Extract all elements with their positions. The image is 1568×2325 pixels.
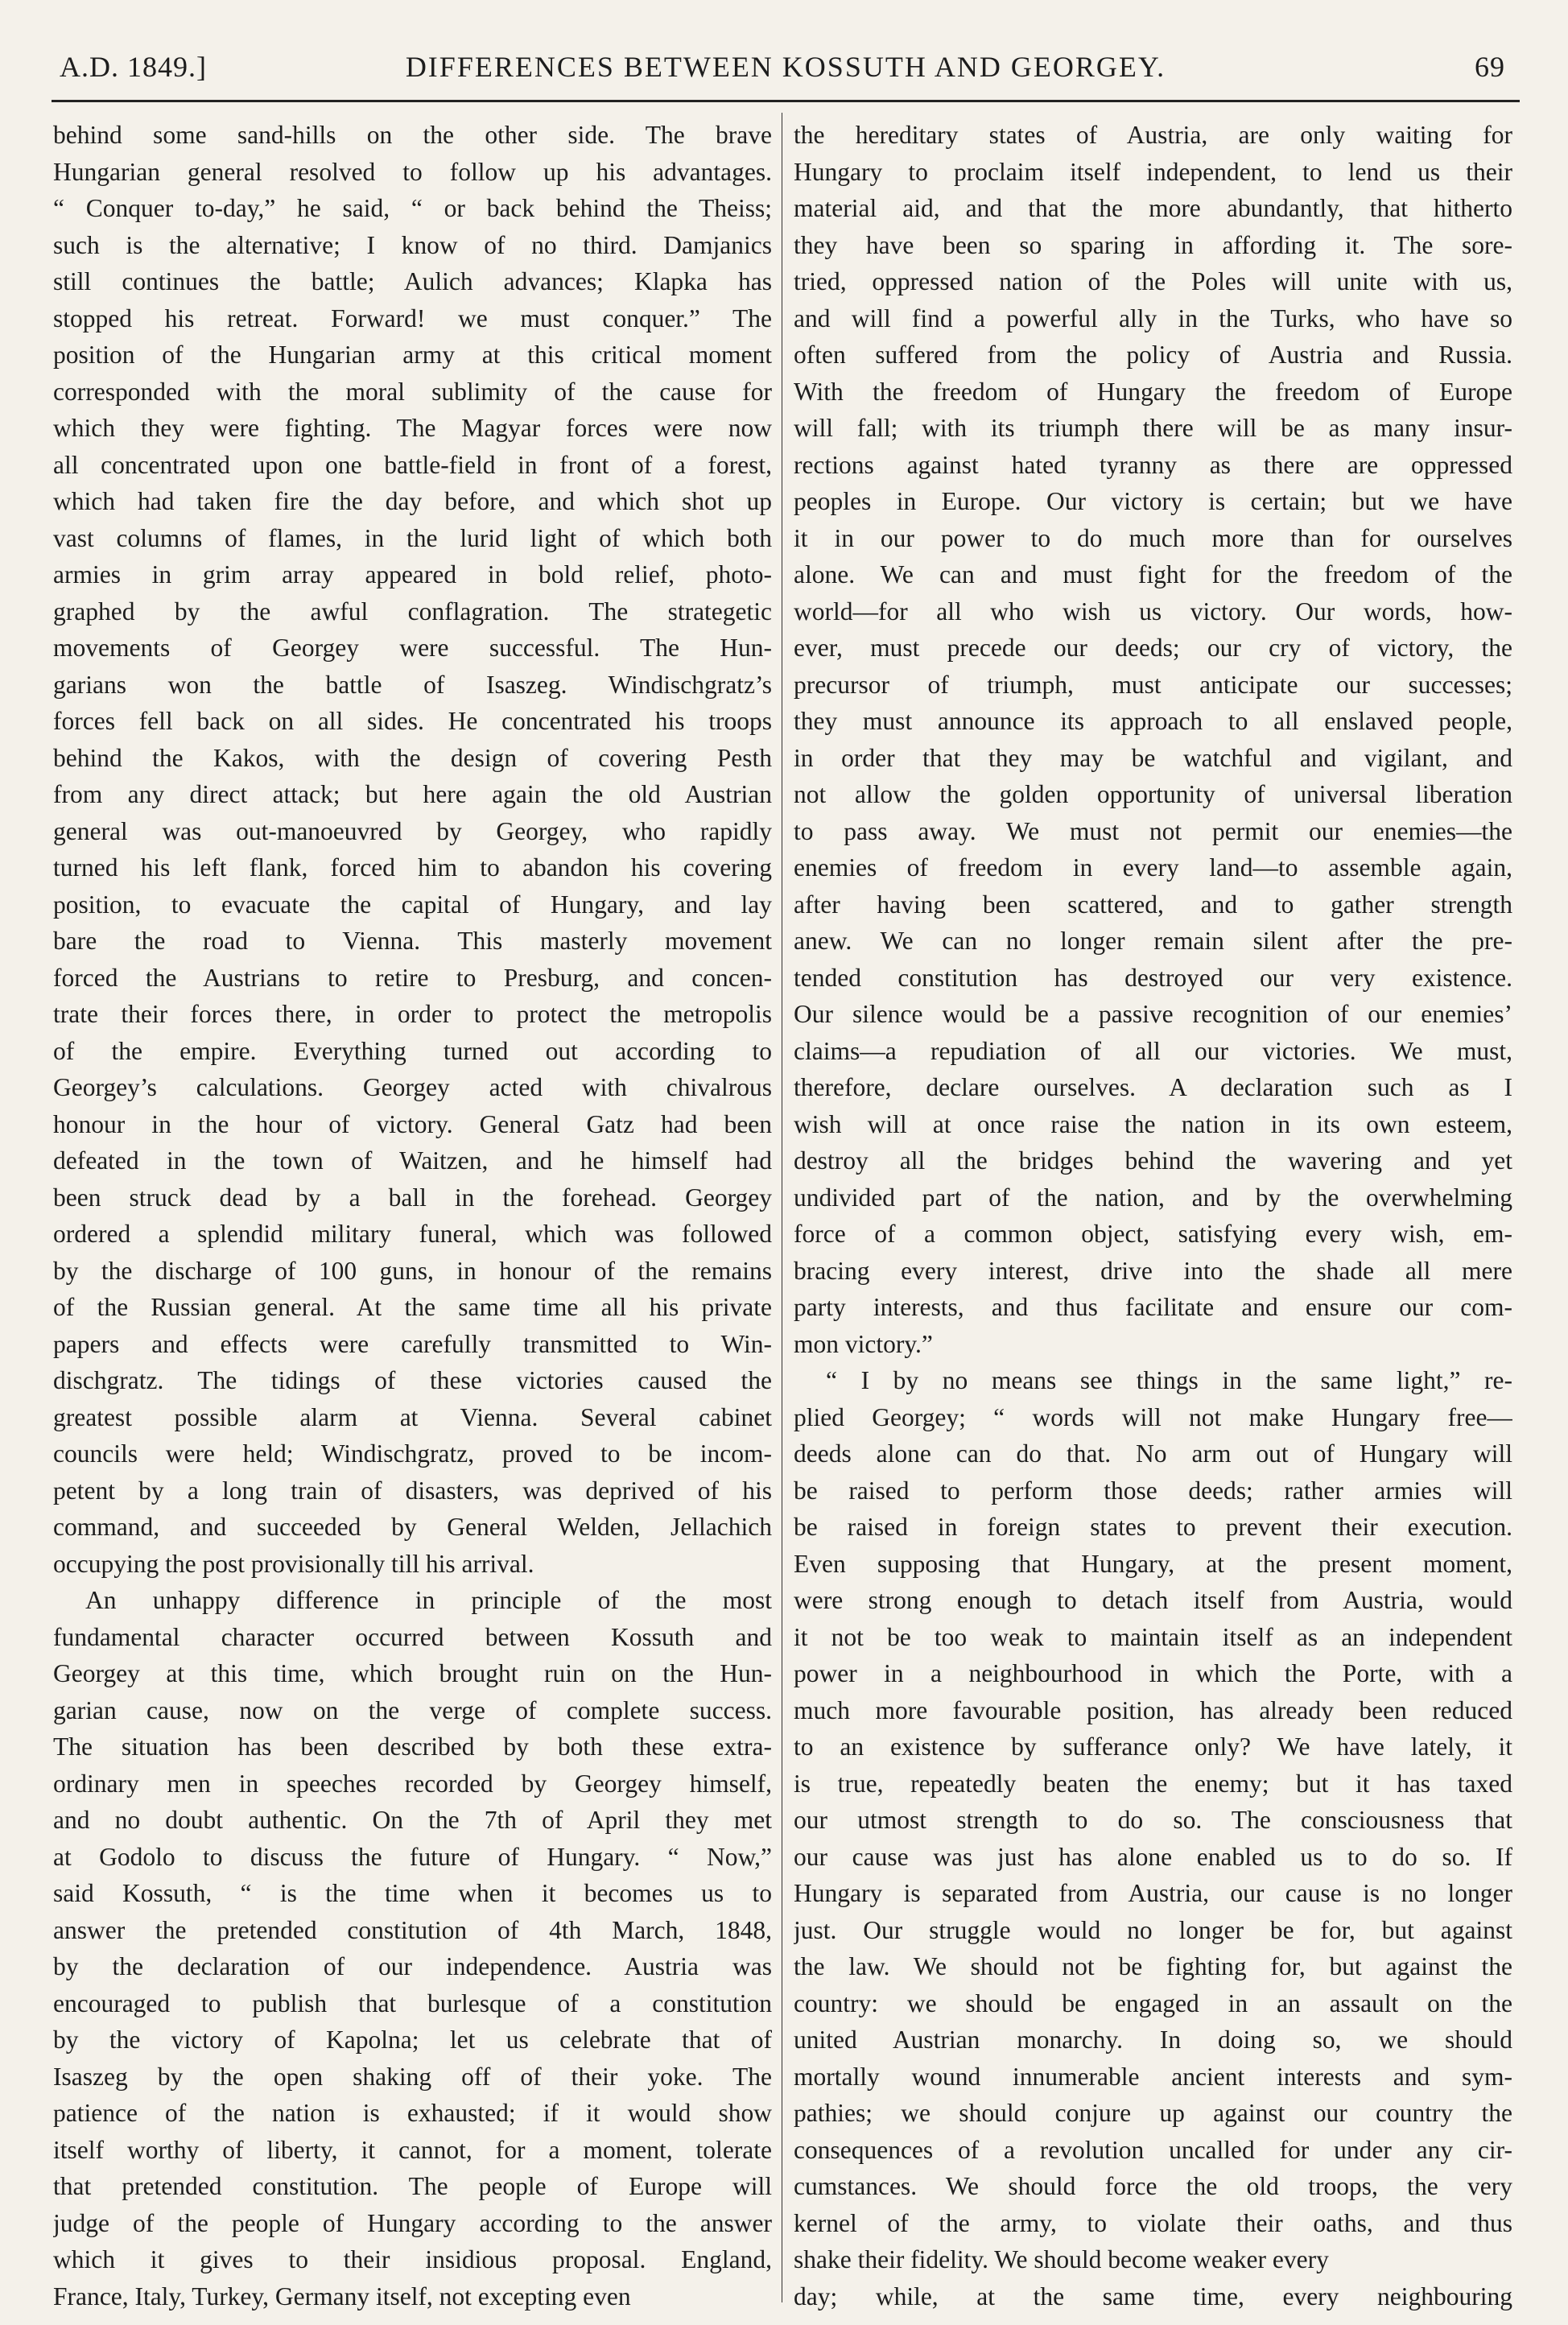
text-line: in order that they may be watchful and vigilant, and: [794, 743, 1512, 772]
text-line: turned his left flank, forced him to abandon his covering: [53, 853, 772, 882]
text-line: rections against hated tyranny as there are oppressed: [794, 450, 1512, 479]
text-line: Georgey at this time, which brought ruin on the Hun-: [53, 1659, 772, 1687]
text-line: just. Our struggle would no longer be for, but against: [794, 1915, 1512, 1944]
text-line: forced the Austrians to retire to Presburg, and concen-: [53, 963, 772, 992]
text-line: pathies; we should conjure up against our country the: [794, 2099, 1512, 2127]
text-line: and no doubt authentic. On the 7th of April they met: [53, 1806, 772, 1834]
text-line: garian cause, now on the verge of complete success.: [53, 1695, 772, 1724]
text-line: it in our power to do much more than for ourselves: [794, 523, 1512, 552]
text-line: party interests, and thus facilitate and ensure our com-: [794, 1293, 1512, 1321]
text-line: will fall; with its triumph there will be as many insur-: [794, 414, 1512, 442]
text-line: at Godolo to discuss the future of Hungary. “ Now,”: [53, 1842, 772, 1871]
header-rule: [52, 100, 1520, 102]
text-line: material aid, and that the more abundantly, that hitherto: [794, 194, 1512, 222]
text-line: which it gives to their insidious proposal. England,: [53, 2245, 772, 2273]
text-line: trate their forces there, in order to protect the metropolis: [53, 1000, 772, 1028]
page-number: 69: [1475, 51, 1505, 83]
running-head: [52, 50, 1520, 90]
text-line: encouraged to publish that burlesque of a constitution: [53, 1988, 772, 2017]
left-column: [53, 117, 772, 2311]
text-line: position, to evacuate the capital of Hungary, and lay: [53, 890, 772, 919]
text-line: which they were fighting. The Magyar forces were now: [53, 414, 772, 442]
text-line: command, and succeeded by General Welden, Jellachich: [53, 1513, 772, 1541]
text-line: after having been scattered, and to gather strength: [794, 890, 1512, 919]
text-line: still continues the battle; Aulich advances; Klapka has: [53, 267, 772, 295]
text-line: precursor of triumph, must anticipate our successes;: [794, 670, 1512, 699]
text-line: Hungary to proclaim itself independent, to lend us their: [794, 157, 1512, 186]
text-line: “ Conquer to-day,” he said, “ or back behind the Theiss;: [53, 194, 772, 222]
text-line: France, Italy, Turkey, Germany itself, not excepting even: [53, 2282, 631, 2311]
text-line: day; while, at the same time, every neighbouring: [794, 2282, 1512, 2311]
text-line: of the empire. Everything turned out according to: [53, 1036, 772, 1065]
text-line: country: we should be engaged in an assault on the: [794, 1988, 1512, 2017]
text-line: ever, must precede our deeds; our cry of victory, the: [794, 634, 1512, 662]
text-line: therefore, declare ourselves. A declaration such as I: [794, 1073, 1512, 1101]
text-line: answer the pretended constitution of 4th March, 1848,: [53, 1915, 772, 1944]
text-line: been struck dead by a ball in the forehead. Georgey: [53, 1183, 772, 1212]
text-line: that pretended constitution. The people of Europe will: [53, 2172, 772, 2200]
header-date: A.D. 1849.]: [60, 51, 207, 83]
text-line: of the Russian general. At the same time all his private: [53, 1293, 772, 1321]
text-line: behind some sand-hills on the other side. The brave: [53, 121, 772, 149]
text-line: they have been so sparing in affording it. The sore-: [794, 230, 1512, 259]
text-line: bare the road to Vienna. This masterly movement: [53, 927, 772, 955]
text-line: cumstances. We should force the old troops, the very: [794, 2172, 1512, 2200]
text-line: “ I by no means see things in the same light,” re-: [826, 1366, 1512, 1394]
text-line: were strong enough to detach itself from Austria, would: [794, 1586, 1512, 1614]
text-line: garians won the battle of Isaszeg. Windischgratz’s: [53, 670, 772, 699]
text-line: claims—a repudiation of all our victories. We must,: [794, 1036, 1512, 1065]
text-line: by the discharge of 100 guns, in honour of the remains: [53, 1256, 772, 1285]
text-line: united Austrian monarchy. In doing so, we should: [794, 2026, 1512, 2054]
text-line: petent by a long train of disasters, was deprived of his: [53, 1476, 772, 1505]
text-line: patience of the nation is exhausted; if it would show: [53, 2099, 772, 2127]
text-line: our utmost strength to do so. The consciousness that: [794, 1806, 1512, 1834]
text-line: general was out-manoeuvred by Georgey, who rapidly: [53, 816, 772, 845]
text-line: undivided part of the nation, and by the overwhelming: [794, 1183, 1512, 1212]
text-line: wish will at once raise the nation in its own esteem,: [794, 1109, 1512, 1138]
text-line: ordinary men in speeches recorded by Georgey himself,: [53, 1769, 772, 1798]
text-line: shake their fidelity. We should become weaker every: [794, 2245, 1329, 2273]
text-line: ordered a splendid military funeral, which was followed: [53, 1220, 772, 1248]
text-line: Even supposing that Hungary, at the present moment,: [794, 1549, 1512, 1578]
text-line: plied Georgey; “ words will not make Hungary free—: [794, 1402, 1512, 1431]
text-line: by the declaration of our independence. Austria was: [53, 1952, 772, 1980]
text-line: An unhappy difference in principle of the most: [85, 1586, 772, 1614]
text-line: often suffered from the policy of Austria and Russia.: [794, 341, 1512, 369]
text-line: tended constitution has destroyed our very existence.: [794, 963, 1512, 992]
text-line: enemies of freedom in every land—to assemble again,: [794, 853, 1512, 882]
text-line: destroy all the bridges behind the wavering and yet: [794, 1146, 1512, 1175]
text-line: our cause was just has alone enabled us to do so. If: [794, 1842, 1512, 1871]
text-line: Hungarian general resolved to follow up his advantages.: [53, 157, 772, 186]
text-line: Georgey’s calculations. Georgey acted with chivalrous: [53, 1073, 772, 1101]
text-line: Hungary is separated from Austria, our cause is no longer: [794, 1879, 1512, 1907]
text-line: Isaszeg by the open shaking off of their yoke. The: [53, 2062, 772, 2091]
text-line: itself worthy of liberty, it cannot, for a moment, tolerate: [53, 2135, 772, 2164]
text-line: said Kossuth, “ is the time when it becomes us to: [53, 1879, 772, 1907]
text-line: forces fell back on all sides. He concentrated his troops: [53, 707, 772, 735]
text-line: to pass away. We must not permit our enemies—the: [794, 816, 1512, 845]
text-line: councils were held; Windischgratz, proved to be incom-: [53, 1439, 772, 1468]
text-line: kernel of the army, to violate their oaths, and thus: [794, 2208, 1512, 2237]
text-line: occupying the post provisionally till his arrival.: [53, 1549, 534, 1578]
text-line: deeds alone can do that. No arm out of Hungary will: [794, 1439, 1512, 1468]
text-line: Our silence would be a passive recognition of our enemies’: [794, 1000, 1512, 1028]
text-line: anew. We can no longer remain silent after the pre-: [794, 927, 1512, 955]
text-line: by the victory of Kapolna; let us celebrate that of: [53, 2026, 772, 2054]
text-line: armies in grim array appeared in bold relief, photo-: [53, 560, 772, 588]
text-line: honour in the hour of victory. General Gatz had been: [53, 1109, 772, 1138]
text-line: greatest possible alarm at Vienna. Several cabinet: [53, 1402, 772, 1431]
text-line: alone. We can and must fight for the freedom of the: [794, 560, 1512, 588]
text-line: behind the Kakos, with the design of covering Pesth: [53, 743, 772, 772]
text-line: they must announce its approach to all enslaved people,: [794, 707, 1512, 735]
text-line: tried, oppressed nation of the Poles will unite with us,: [794, 267, 1512, 295]
text-line: and will find a powerful ally in the Turks, who have so: [794, 304, 1512, 332]
text-line: The situation has been described by both these extra-: [53, 1732, 772, 1761]
text-line: such is the alternative; I know of no third. Damjanics: [53, 230, 772, 259]
text-line: mon victory.”: [794, 1329, 933, 1358]
text-line: world—for all who wish us victory. Our words, how-: [794, 597, 1512, 626]
text-line: graphed by the awful conflagration. The strategetic: [53, 597, 772, 626]
text-line: from any direct attack; but here again the old Austrian: [53, 780, 772, 808]
text-line: force of a common object, satisfying every wish, em-: [794, 1220, 1512, 1248]
text-line: position of the Hungarian army at this critical moment: [53, 341, 772, 369]
text-line: stopped his retreat. Forward! we must conquer.” The: [53, 304, 772, 332]
text-line: it not be too weak to maintain itself as an independent: [794, 1622, 1512, 1651]
text-line: fundamental character occurred between Kossuth and: [53, 1622, 772, 1651]
header-title: DIFFERENCES BETWEEN KOSSUTH AND GEORGEY.: [405, 51, 1166, 83]
text-line: the law. We should not be fighting for, but against the: [794, 1952, 1512, 1980]
text-line: which had taken fire the day before, and which shot up: [53, 487, 772, 515]
text-line: the hereditary states of Austria, are only waiting for: [794, 121, 1512, 149]
right-column: [794, 117, 1512, 2311]
text-line: be raised in foreign states to prevent their execution.: [794, 1513, 1512, 1541]
text-line: not allow the golden opportunity of universal liberation: [794, 780, 1512, 808]
text-line: all concentrated upon one battle-field in front of a forest,: [53, 450, 772, 479]
text-line: defeated in the town of Waitzen, and he himself had: [53, 1146, 772, 1175]
text-line: peoples in Europe. Our victory is certain; but we have: [794, 487, 1512, 515]
text-line: dischgratz. The tidings of these victories caused the: [53, 1366, 772, 1394]
text-line: be raised to perform those deeds; rather armies will: [794, 1476, 1512, 1505]
text-line: power in a neighbourhood in which the Porte, with a: [794, 1659, 1512, 1687]
text-line: mortally wound innumerable ancient interests and sym-: [794, 2062, 1512, 2091]
text-line: much more favourable position, has already been reduced: [794, 1695, 1512, 1724]
text-line: bracing every interest, drive into the shade all mere: [794, 1256, 1512, 1285]
text-line: to an existence by sufferance only? We have lately, it: [794, 1732, 1512, 1761]
text-line: judge of the people of Hungary according to the answer: [53, 2208, 772, 2237]
text-line: With the freedom of Hungary the freedom of Europe: [794, 377, 1512, 406]
text-line: corresponded with the moral sublimity of the cause for: [53, 377, 772, 406]
text-line: is true, repeatedly beaten the enemy; but it has taxed: [794, 1769, 1512, 1798]
text-line: movements of Georgey were successful. The Hun-: [53, 634, 772, 662]
text-line: consequences of a revolution uncalled for under any cir-: [794, 2135, 1512, 2164]
text-line: papers and effects were carefully transmitted to Win-: [53, 1329, 772, 1358]
text-line: vast columns of flames, in the lurid light of which both: [53, 523, 772, 552]
